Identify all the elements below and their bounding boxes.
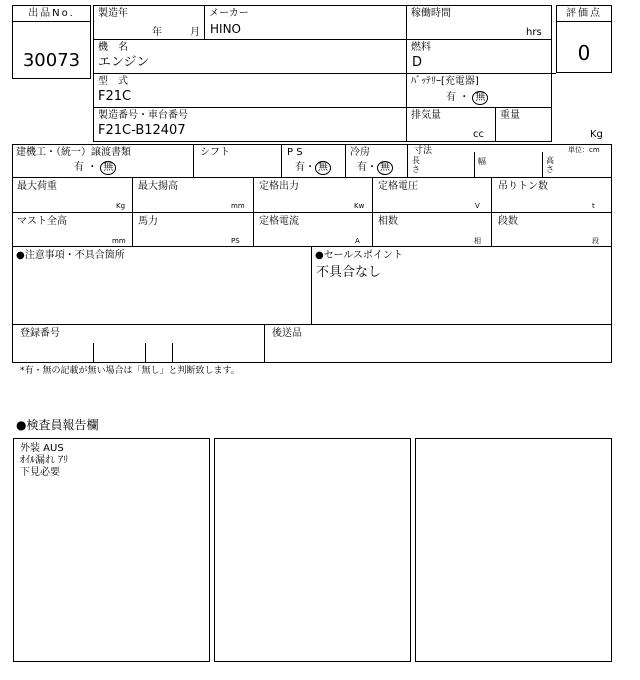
inspector-line-2: ｵｲﾙ漏れ ｱﾘ — [20, 455, 69, 466]
lot-number: 30073 — [22, 50, 81, 71]
ps-yes: 有 — [295, 162, 305, 173]
shift-label: シフト — [200, 147, 230, 158]
battery-label: ﾊﾞｯﾃﾘｰ[充電器] — [411, 76, 479, 87]
serial-value: F21C-B12407 — [98, 123, 186, 138]
dims-height: 高さ — [546, 156, 554, 174]
dims-width: 幅 — [478, 157, 486, 166]
displacement-label: 排気量 — [411, 110, 441, 121]
ps-dot: ・ — [305, 162, 315, 173]
type-value: F21C — [98, 89, 132, 104]
hours-label: 稼働時間 — [411, 8, 451, 19]
year-label: 製造年 — [98, 8, 128, 19]
max-lift-unit: mm — [231, 202, 245, 210]
rated-output-unit: Kw — [354, 202, 365, 210]
model-value: エンジン — [98, 55, 150, 70]
footnote: *有・無の記載が無い場合は「無し」と判断致します。 — [20, 366, 240, 376]
ps-options — [295, 161, 331, 175]
max-load-unit: Kg — [116, 202, 126, 210]
spec-table — [12, 144, 612, 247]
lot-label: 出品No. — [28, 8, 75, 19]
ps-no-circled: 無 — [315, 161, 331, 175]
stages-unit: 段 — [592, 237, 599, 245]
max-lift-label: 最大揚高 — [138, 181, 178, 192]
transfer-options — [74, 161, 116, 175]
cooling-no-circled: 無 — [377, 161, 393, 175]
transfer-label: 建機工・（統一）譲渡書類 — [16, 147, 131, 158]
serial-label: 製造番号・車台番号 — [98, 110, 188, 121]
mast-height-label: マスト全高 — [17, 216, 67, 227]
registration-box — [12, 324, 612, 363]
weight-label: 重量 — [500, 110, 520, 121]
fuel-label: 燃料 — [411, 42, 431, 53]
mast-height-unit: mm — [112, 237, 126, 245]
rated-output-label: 定格出力 — [259, 181, 299, 192]
crane-ton-label: 吊りトン数 — [498, 181, 548, 192]
fuel-value: D — [412, 55, 423, 70]
year-unit: 年 — [152, 27, 162, 38]
inspector-line-3: 下見必要 — [20, 467, 60, 478]
sales-label: ●セールスポイント — [315, 250, 403, 261]
rating-label: 評価点 — [566, 8, 602, 19]
rated-current-unit: A — [355, 237, 360, 245]
inspector-title: ●検査員報告欄 — [16, 418, 99, 432]
phases-unit: 相 — [474, 237, 481, 245]
crane-ton-unit: t — [592, 202, 595, 210]
transfer-no-circled: 無 — [100, 161, 116, 175]
transfer-yes: 有 — [74, 162, 84, 173]
rated-current-label: 定格電流 — [259, 216, 299, 227]
horsepower-unit: PS — [231, 237, 240, 245]
battery-options — [446, 91, 488, 105]
model-label: 機 名 — [98, 42, 128, 53]
cooling-options — [357, 161, 393, 175]
dims-label: 寸法 — [414, 146, 433, 156]
phases-label: 相数 — [378, 216, 398, 227]
inspector-box-3 — [415, 438, 612, 662]
battery-no-circled: 無 — [472, 91, 488, 105]
notes-label: ●注意事項・不具合箇所 — [16, 250, 125, 261]
inspector-line-1: 外装 AUS — [20, 443, 64, 454]
shipping-label: 後送品 — [272, 328, 302, 339]
max-load-label: 最大荷重 — [17, 181, 57, 192]
cooling-yes: 有 — [357, 162, 367, 173]
cooling-dot: ・ — [367, 162, 377, 173]
rated-voltage-unit: V — [475, 202, 480, 210]
weight-unit: Kg — [590, 129, 603, 140]
transfer-dot: ・ — [87, 162, 98, 173]
dims-length: 長さ — [412, 156, 420, 174]
month-unit: 月 — [190, 27, 200, 38]
cooling-label: 冷房 — [350, 147, 370, 158]
dims-unit-note: 単位：cm — [568, 146, 600, 154]
maker-label: メーカー — [209, 8, 249, 19]
registration-label: 登録番号 — [20, 328, 60, 339]
sales-value: 不具合なし — [316, 265, 382, 280]
horsepower-label: 馬力 — [138, 216, 158, 227]
inspector-box-2 — [214, 438, 411, 662]
hours-unit: hrs — [526, 27, 542, 38]
rated-voltage-label: 定格電圧 — [378, 181, 418, 192]
rating-value: 0 — [577, 41, 591, 65]
maker-value: HINO — [210, 22, 241, 36]
stages-label: 段数 — [498, 216, 518, 227]
displacement-unit: cc — [473, 129, 484, 140]
ps-label: P S — [287, 147, 303, 158]
battery-dot: ・ — [459, 92, 470, 103]
battery-yes: 有 — [446, 92, 456, 103]
type-label: 型 式 — [98, 76, 128, 87]
